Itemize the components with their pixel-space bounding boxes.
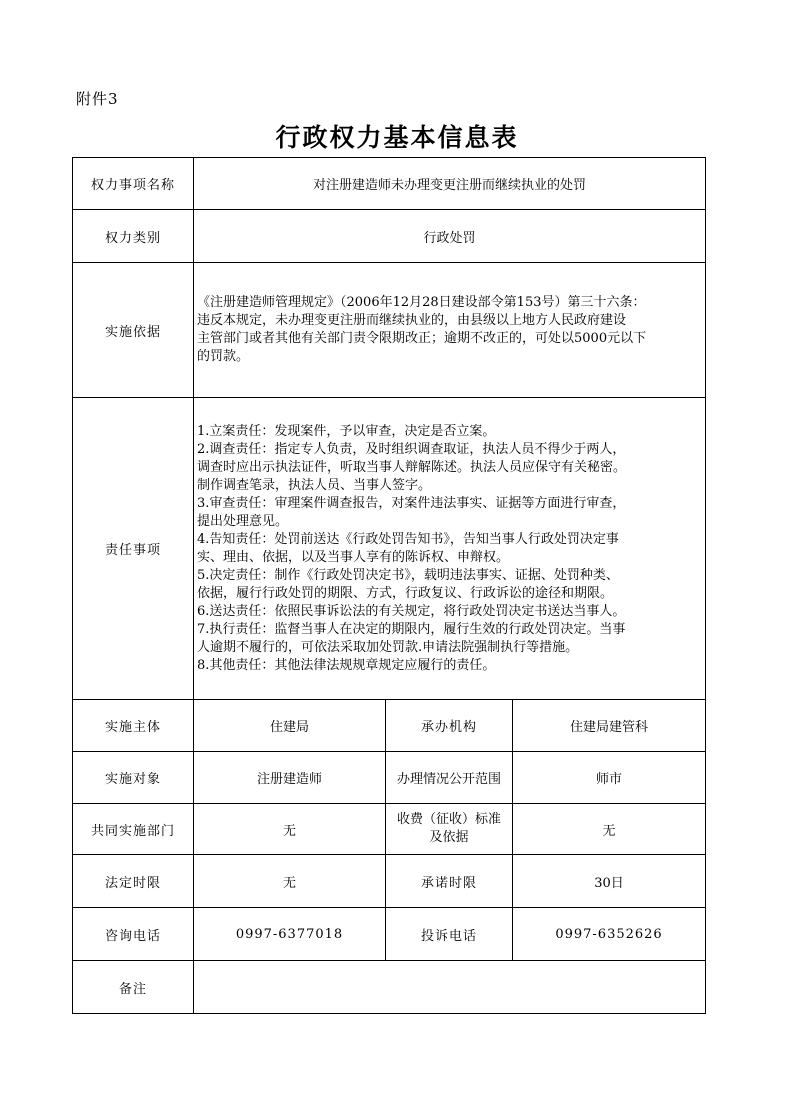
responsibility-line: 人逾期不履行的，可依法采取加处罚款.申请法院强制执行等措施。: [197, 639, 579, 655]
legal-time-limit-label: 法定时限: [73, 855, 194, 908]
basis-label: 实施依据: [73, 263, 194, 398]
fee-standard-label-line: 及依据: [429, 830, 469, 845]
remarks-label: 备注: [73, 961, 194, 1014]
complaint-phone-label: 投诉电话: [386, 908, 513, 961]
row-basis: [73, 263, 706, 398]
implementer-value: 住建局: [194, 700, 386, 752]
row-target: [73, 752, 706, 804]
complaint-phone-value: 0997-6352626: [513, 908, 706, 961]
disclosure-scope-label: 办理情况公开范围: [386, 752, 513, 804]
legal-time-limit-value: 无: [194, 855, 386, 908]
fee-standard-label-line: 收费（征收）标准: [396, 812, 501, 827]
basis-line: 主管部门或者其他有关部门责令限期改正；逾期不改正的，可处以5000元以下: [197, 331, 647, 346]
category-label: 权力类别: [73, 210, 194, 263]
row-responsibility: [73, 398, 706, 700]
disclosure-scope-value: 师市: [513, 752, 706, 804]
row-item-name: [73, 158, 706, 210]
target-label: 实施对象: [73, 752, 194, 804]
consult-phone-value: 0997-6377018: [194, 908, 386, 961]
joint-department-value: 无: [194, 804, 386, 855]
promised-time-limit-value: 30日: [513, 855, 706, 908]
responsibility-line: 实、理由、依据，以及当事人享有的陈诉权、申辩权。: [197, 549, 510, 565]
responsibility-line: 依据，履行行政处罚的期限、方式，行政复议、行政诉讼的途径和期限。: [197, 585, 614, 601]
row-joint: [73, 804, 706, 855]
handling-agency-value: 住建局建管科: [513, 700, 706, 752]
fee-standard-label: [386, 804, 513, 855]
basis-line: 《注册建造师管理规定》（2006年12月28日建设部令第153号）第三十六条：: [197, 295, 646, 310]
basis-line: 违反本规定，未办理变更注册而继续执业的，由县级以上地方人民政府建设: [197, 313, 627, 328]
target-value: 注册建造师: [194, 752, 386, 804]
responsibility-line: 4.告知责任：处罚前送达《行政处罚告知书》，告知当事人行政处罚决定事: [197, 531, 619, 547]
responsibility-line: 7.执行责任：监督当事人在决定的期限内，履行生效的行政处罚决定。当事: [197, 621, 626, 637]
item-name-value: 对注册建造师未办理变更注册而继续执业的处罚: [194, 158, 706, 210]
responsibility-line: 5.决定责任：制作《行政处罚决定书》，载明违法事实、证据、处罚种类、: [197, 567, 619, 583]
consult-phone-label: 咨询电话: [73, 908, 194, 961]
responsibility-text: [194, 398, 706, 700]
info-table: [72, 157, 706, 1014]
responsibility-line: 2.调查责任：指定专人负责，及时组织调查取证，执法人员不得少于两人，: [197, 441, 626, 457]
responsibility-label: 责任事项: [73, 398, 194, 700]
page-title: 行政权力基本信息表: [275, 123, 519, 152]
category-value: 行政处罚: [194, 210, 706, 263]
row-time-limit: [73, 855, 706, 908]
basis-text: [194, 263, 706, 398]
responsibility-line: 6.送达责任：依照民事诉讼法的有关规定，将行政处罚决定书送达当事人。: [197, 603, 626, 619]
promised-time-limit-label: 承诺时限: [386, 855, 513, 908]
fee-standard-value: 无: [513, 804, 706, 855]
row-phone: [73, 908, 706, 961]
row-category: [73, 210, 706, 263]
responsibility-line: 1.立案责任：发现案件，予以审查，决定是否立案。: [197, 423, 496, 439]
row-implementer: [73, 700, 706, 752]
attachment-label: 附件3: [76, 90, 119, 108]
implementer-label: 实施主体: [73, 700, 194, 752]
handling-agency-label: 承办机构: [386, 700, 513, 752]
basis-line: 的罚款。: [197, 349, 250, 364]
item-name-label: 权力事项名称: [73, 158, 194, 210]
responsibility-line: 提出处理意见。: [197, 513, 289, 529]
responsibility-line: 制作调查笔录，执法人员、当事人签字。: [197, 477, 432, 493]
responsibility-line: 3.审查责任：审理案件调查报告，对案件违法事实、证据等方面进行审查，: [197, 495, 626, 511]
responsibility-line: 调查时应出示执法证件，听取当事人辩解陈述。执法人员应保守有关秘密。: [197, 459, 627, 475]
remarks-value: [194, 961, 706, 1014]
responsibility-line: 8.其他责任：其他法律法规规章规定应履行的责任。: [197, 657, 496, 673]
row-remarks: [73, 961, 706, 1014]
joint-department-label: 共同实施部门: [73, 804, 194, 855]
